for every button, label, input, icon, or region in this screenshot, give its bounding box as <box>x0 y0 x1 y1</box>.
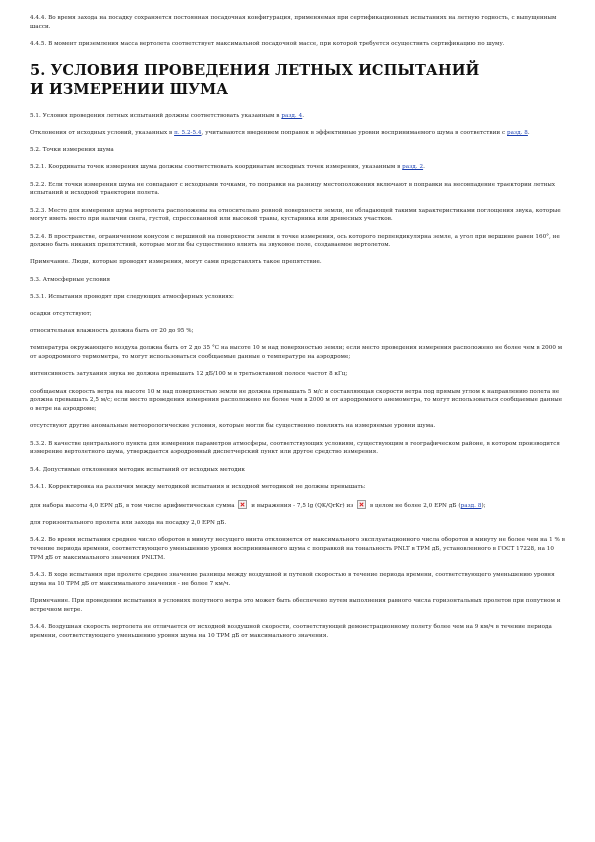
paragraph-5-4-2: 5.4.2. Во время испытания среднее число оборотов в минуту несущего винта отклоняется от максимального эксплуатационного числа оборотов в минуту не более чем на 1 % в течение периода времени, соответствующего уменьшению уровня воспринимаемого шума с поправкой на тональность PNLT в ТРМ дБ, установленного в ГОСТ 17228, на 10 ТРМ дБ от максимального значения PNLTM. <box>30 537 565 561</box>
limit-level-flight: для горизонтального пролета или захода на посадку 2,0 EPN дБ. <box>30 520 227 527</box>
paragraph-5-2: 5.2. Точки измерения шума <box>30 147 114 154</box>
paragraph-5-4: 5.4. Допустимые отклонения методик испытаний от исходных методик <box>30 466 246 473</box>
document-page <box>30 14 565 649</box>
paragraph-text: в целом не более 2,0 EPN дБ <box>370 502 457 509</box>
paragraph-text: . <box>302 112 305 119</box>
paragraph-5-3: 5.3. Атмосферные условия <box>30 276 111 283</box>
section-heading <box>30 61 565 99</box>
paragraph-5-1 <box>30 112 565 121</box>
paragraph-5-2-3: 5.2.3. Место для измерения шума вертолета расположены на относительно ровной поверхности земли, не обладающей такими характеристиками поглощения звука, которые могут иметь место при наличии снега, густой, спрессованной или высокой травы, кустарника или древесных участков. <box>30 207 561 223</box>
link-section-4[interactable]: разд. 4 <box>281 112 303 119</box>
paragraph-5-4-3: 5.4.3. В ходе испытания при пролете среднее значение разницы между воздушной и путевой скоростью в течение периода времени, соответствующего уменьшению уровня шума на 10 ТРМ дБ от максимального значения - не более 7 км/ч. <box>30 572 555 587</box>
condition-abnormal: отсутствуют другие аномальные метеорологические условия, которые могли бы существенно повлиять на измеряемые уровни шума. <box>30 423 436 430</box>
paragraph-5-2-2: 5.2.2. Если точки измерения шума не совпадают с исходными точками, то поправки на разницу местоположения включают в поправки на несовпадение траектории летных испытаний и исходной траектории полета. <box>30 181 556 197</box>
paragraph-text: ; <box>483 502 486 509</box>
section-heading-line-1: 5. УСЛОВИЯ ПРОВЕДЕНИЯ ЛЕТНЫХ ИСПЫТАНИЙ <box>30 61 480 79</box>
note-people: Примечание. Люди, которые проводят измерения, могут сами представлять такое препятствие. <box>30 259 322 266</box>
section-heading-line-2: И ИЗМЕРЕНИИ ШУМА <box>30 80 229 98</box>
condition-attenuation: интенсивность затухания звука не должна превышать 12 дБ/100 м в третьоктавной полосе частот 8 кГц; <box>30 371 348 378</box>
paragraph-5-2-1 <box>30 163 565 172</box>
paragraph-text: и выражения - 7,5 lg (QK/QrKr) из <box>251 502 354 509</box>
condition-temperature: температура окружающего воздуха должна быть от 2 до 35 °С на высоте 10 м над поверхностью земли; если место проведения измерения расположено не более чем в 2000 м от аэродромного термометра, то могут использоваться сообщаемые данные о температуре на аэродроме; <box>30 345 563 361</box>
condition-precipitation: осадки отсутствуют; <box>30 311 92 318</box>
broken-image-icon <box>238 500 247 509</box>
paragraph-text: . <box>527 129 530 136</box>
paragraph-text: Отклонения от исходных условий, указанных в <box>30 129 175 136</box>
paragraph-text: 5.2.1. Координаты точек измерения шума должны соответствовать координатам исходных точек измерения, указанным в <box>30 164 403 171</box>
paragraph-5-1-deviations <box>30 129 565 138</box>
paragraph-5-4-4: 5.4.4. Воздушная скорость вертолета не отличается от исходной воздушной скорости, соответствующей демонстрационному полету более чем на 9 км/ч в течение периода времени, соответствующего уменьшению уровня шума на 10 ТРМ дБ от максимального значения. <box>30 624 552 639</box>
paragraph-5-2-4: 5.2.4. В пространстве, ограниченном конусом с вершиной на поверхности земли в точке измерения, ось которого перпендикулярна земле, а угол при вершине равен 160°, не должно быть никаких препятствий, которые могли бы существенно влиять на звуковое поле, создаваемое вертолетом. <box>30 233 560 249</box>
paragraph-text: . <box>423 164 425 171</box>
link-section-8[interactable]: разд. 8 <box>507 129 528 136</box>
paragraph-text: 5.1. Условия проведения летных испытаний должны соответствовать указанным в <box>30 112 282 119</box>
paragraph-5-4-1: 5.4.1. Корректировка на различия между методикой испытания и исходной методикой не должны превышать: <box>30 483 366 490</box>
condition-humidity: относительная влажность должна быть от 20 до 95 %; <box>30 328 194 335</box>
link-section-2[interactable]: разд. 2 <box>402 164 424 171</box>
link-items-5-2-5-4[interactable]: п. 5.2-5.4 <box>174 129 202 136</box>
paragraph-4-4-5: 4.4.5. В момент приземления масса вертолета соответствует максимальной посадочной массе, при которой требуется осуществить сертификацию по шуму. <box>30 40 505 47</box>
limit-climb: для набора высоты 4,0 EPN дБ, в том числе арифметическая сумма и выражения - 7,5 lg (QK/QrKr) из в целом не более 2,0 EPN дБ (разд. 8); <box>30 500 565 511</box>
paragraph-4-4-4: 4.4.4. Во время захода на посадку сохраняется постоянная посадочная конфигурация, применяемая при сертификационных испытаниях на летную годность, с выпущенным шасси. <box>30 15 557 30</box>
broken-image-icon <box>357 500 366 509</box>
condition-wind: сообщаемая скорость ветра на высоте 10 м над поверхностью земли не должна превышать 5 м/с и составляющая скорости ветра под прямым углом к направлению полета не должна превышать 2,5 м/с; если место проведения измерения расположено не более чем в 2000 м от аэродромного анемометра, то могут использоваться сообщаемые данные о ветре на аэродроме; <box>30 388 563 413</box>
note-tailwind: Примечание. При проведении испытания в условиях попутного ветра это может быть обеспечено путем выполнения равного числа горизонтальных пролетов при попутном и встречном ветре. <box>30 598 561 613</box>
paragraph-5-3-2: 5.3.2. В качестве центрального пункта для измерения параметров атмосферы, соответствующих условиям, существующим в географическом районе, в котором производится измерение вертолетного шума, утверждается аэродромный диспетчерский пункт или другое средство измерения. <box>30 440 560 456</box>
paragraph-text: для набора высоты 4,0 EPN дБ, в том числе арифметическая сумма <box>30 502 235 509</box>
paragraph-text: , учитываются введением поправок в эффективные уровни воспринимаемого шума в соответствии с <box>201 129 507 136</box>
paragraph-5-3-1: 5.3.1. Испытания проводят при следующих атмосферных условиях: <box>30 293 234 300</box>
link-section-8[interactable]: разд. 8 <box>460 502 482 509</box>
